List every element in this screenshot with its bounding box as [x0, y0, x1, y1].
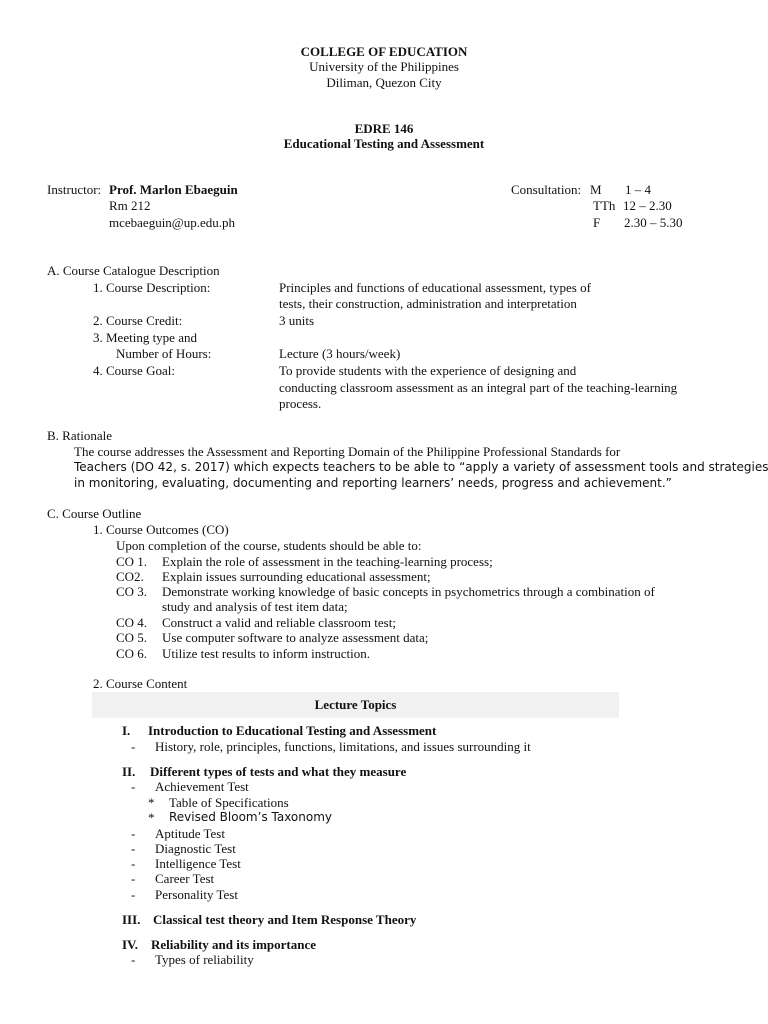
- topic-subitem: Career Test: [155, 871, 215, 886]
- section-b-title: B. Rationale: [47, 428, 112, 443]
- rationale-line: in monitoring, evaluating, documenting and reporting learners’ needs, progress and achievement.”: [74, 476, 672, 490]
- topic-title: Introduction to Educational Testing and Assessment: [148, 723, 437, 738]
- meeting-type-value: Lecture (3 hours/week): [279, 346, 401, 361]
- bullet-dash: -: [131, 826, 136, 841]
- item-label: 3. Meeting type and: [93, 330, 197, 345]
- topic-subitem: Types of reliability: [155, 952, 254, 967]
- instructor-name: Prof. Marlon Ebaeguin: [109, 182, 238, 197]
- university-name: University of the Philippines: [309, 59, 459, 74]
- course-title: Educational Testing and Assessment: [283, 136, 485, 151]
- topic-title: Different types of tests and what they measure: [150, 764, 407, 779]
- topic-subitem: Aptitude Test: [155, 826, 225, 841]
- item-label: Number of Hours:: [116, 346, 212, 361]
- consultation-day-2: TTh: [593, 198, 616, 213]
- course-goal-line: process.: [279, 396, 322, 411]
- bullet-dash: -: [131, 779, 136, 794]
- outcome-code: CO 4.: [116, 615, 148, 630]
- outcomes-intro: Upon completion of the course, students should be able to:: [116, 538, 422, 553]
- outcome-text: Demonstrate working knowledge of basic concepts in psychometrics through a combination of: [162, 584, 655, 599]
- consultation-day-1: M: [590, 182, 602, 197]
- outcome-code: CO2.: [116, 569, 144, 584]
- outcome-text: Explain issues surrounding educational assessment;: [162, 569, 431, 584]
- course-description-line: Principles and functions of educational assessment, types of: [279, 280, 591, 295]
- bullet-dash: -: [131, 871, 136, 886]
- bullet-dash: -: [131, 739, 136, 754]
- outcome-text: Explain the role of assessment in the teaching-learning process;: [162, 554, 493, 569]
- rationale-line: Teachers (DO 42, s. 2017) which expects teachers to be able to “apply a variety of assessment tools and strategies: [74, 460, 768, 474]
- outcome-code: CO 3.: [116, 584, 148, 599]
- topic-title: Classical test theory and Item Response Theory: [153, 912, 417, 927]
- bullet-dash: -: [131, 856, 136, 871]
- section-a-title: A. Course Catalogue Description: [47, 263, 220, 278]
- outcome-text: study and analysis of test item data;: [162, 599, 348, 614]
- topic-title: Reliability and its importance: [151, 937, 317, 952]
- college-name: COLLEGE OF EDUCATION: [300, 44, 468, 59]
- outcome-text: Use computer software to analyze assessment data;: [162, 630, 429, 645]
- topic-subitem: Intelligence Test: [155, 856, 241, 871]
- instructor-room: Rm 212: [109, 198, 151, 213]
- outcome-text: Utilize test results to inform instruction.: [162, 646, 370, 661]
- instructor-label: Instructor:: [47, 182, 102, 197]
- topic-number: II.: [122, 764, 136, 779]
- course-goal-line: conducting classroom assessment as an integral part of the teaching-learning: [279, 380, 678, 395]
- university-location: Diliman, Quezon City: [326, 75, 442, 90]
- outcome-code: CO 6.: [116, 646, 148, 661]
- topic-number: IV.: [122, 937, 139, 952]
- consultation-time-2: 12 – 2.30: [623, 198, 672, 213]
- topic-subitem: Diagnostic Test: [155, 841, 236, 856]
- consultation-time-3: 2.30 – 5.30: [624, 215, 683, 230]
- item-label: 2. Course Credit:: [93, 313, 183, 328]
- lecture-topics-header: Lecture Topics: [314, 697, 397, 712]
- outcome-text: Construct a valid and reliable classroom test;: [162, 615, 396, 630]
- outcome-code: CO 1.: [116, 554, 148, 569]
- bullet-dash: -: [131, 952, 136, 967]
- topic-number: I.: [122, 723, 131, 738]
- consultation-label: Consultation:: [511, 182, 582, 197]
- course-description-line: tests, their construction, administration and interpretation: [279, 296, 577, 311]
- topic-subitem: Personality Test: [155, 887, 238, 902]
- topic-subsubitem: Table of Specifications: [169, 795, 289, 810]
- content-title: 2. Course Content: [93, 676, 188, 691]
- item-label: 4. Course Goal:: [93, 363, 175, 378]
- bullet-star: *: [148, 810, 155, 825]
- bullet-star: *: [148, 795, 155, 810]
- topic-subitem: History, role, principles, functions, limitations, and issues surrounding it: [155, 739, 531, 754]
- rationale-line: The course addresses the Assessment and Reporting Domain of the Philippine Professional Standards for: [74, 444, 621, 459]
- bullet-dash: -: [131, 841, 136, 856]
- topic-subsubitem: Revised Bloom’s Taxonomy: [169, 810, 333, 824]
- course-goal-line: To provide students with the experience of designing and: [279, 363, 577, 378]
- section-c-title: C. Course Outline: [47, 506, 142, 521]
- outcome-code: CO 5.: [116, 630, 148, 645]
- course-credit-value: 3 units: [279, 313, 315, 328]
- bullet-dash: -: [131, 887, 136, 902]
- outcomes-title: 1. Course Outcomes (CO): [93, 522, 229, 537]
- instructor-email: mcebaeguin@up.edu.ph: [109, 215, 236, 230]
- topic-number: III.: [122, 912, 141, 927]
- course-code: EDRE 146: [354, 121, 414, 136]
- topic-subitem: Achievement Test: [155, 779, 249, 794]
- item-label: 1. Course Description:: [93, 280, 211, 295]
- consultation-day-3: F: [593, 215, 601, 230]
- consultation-time-1: 1 – 4: [625, 182, 651, 197]
